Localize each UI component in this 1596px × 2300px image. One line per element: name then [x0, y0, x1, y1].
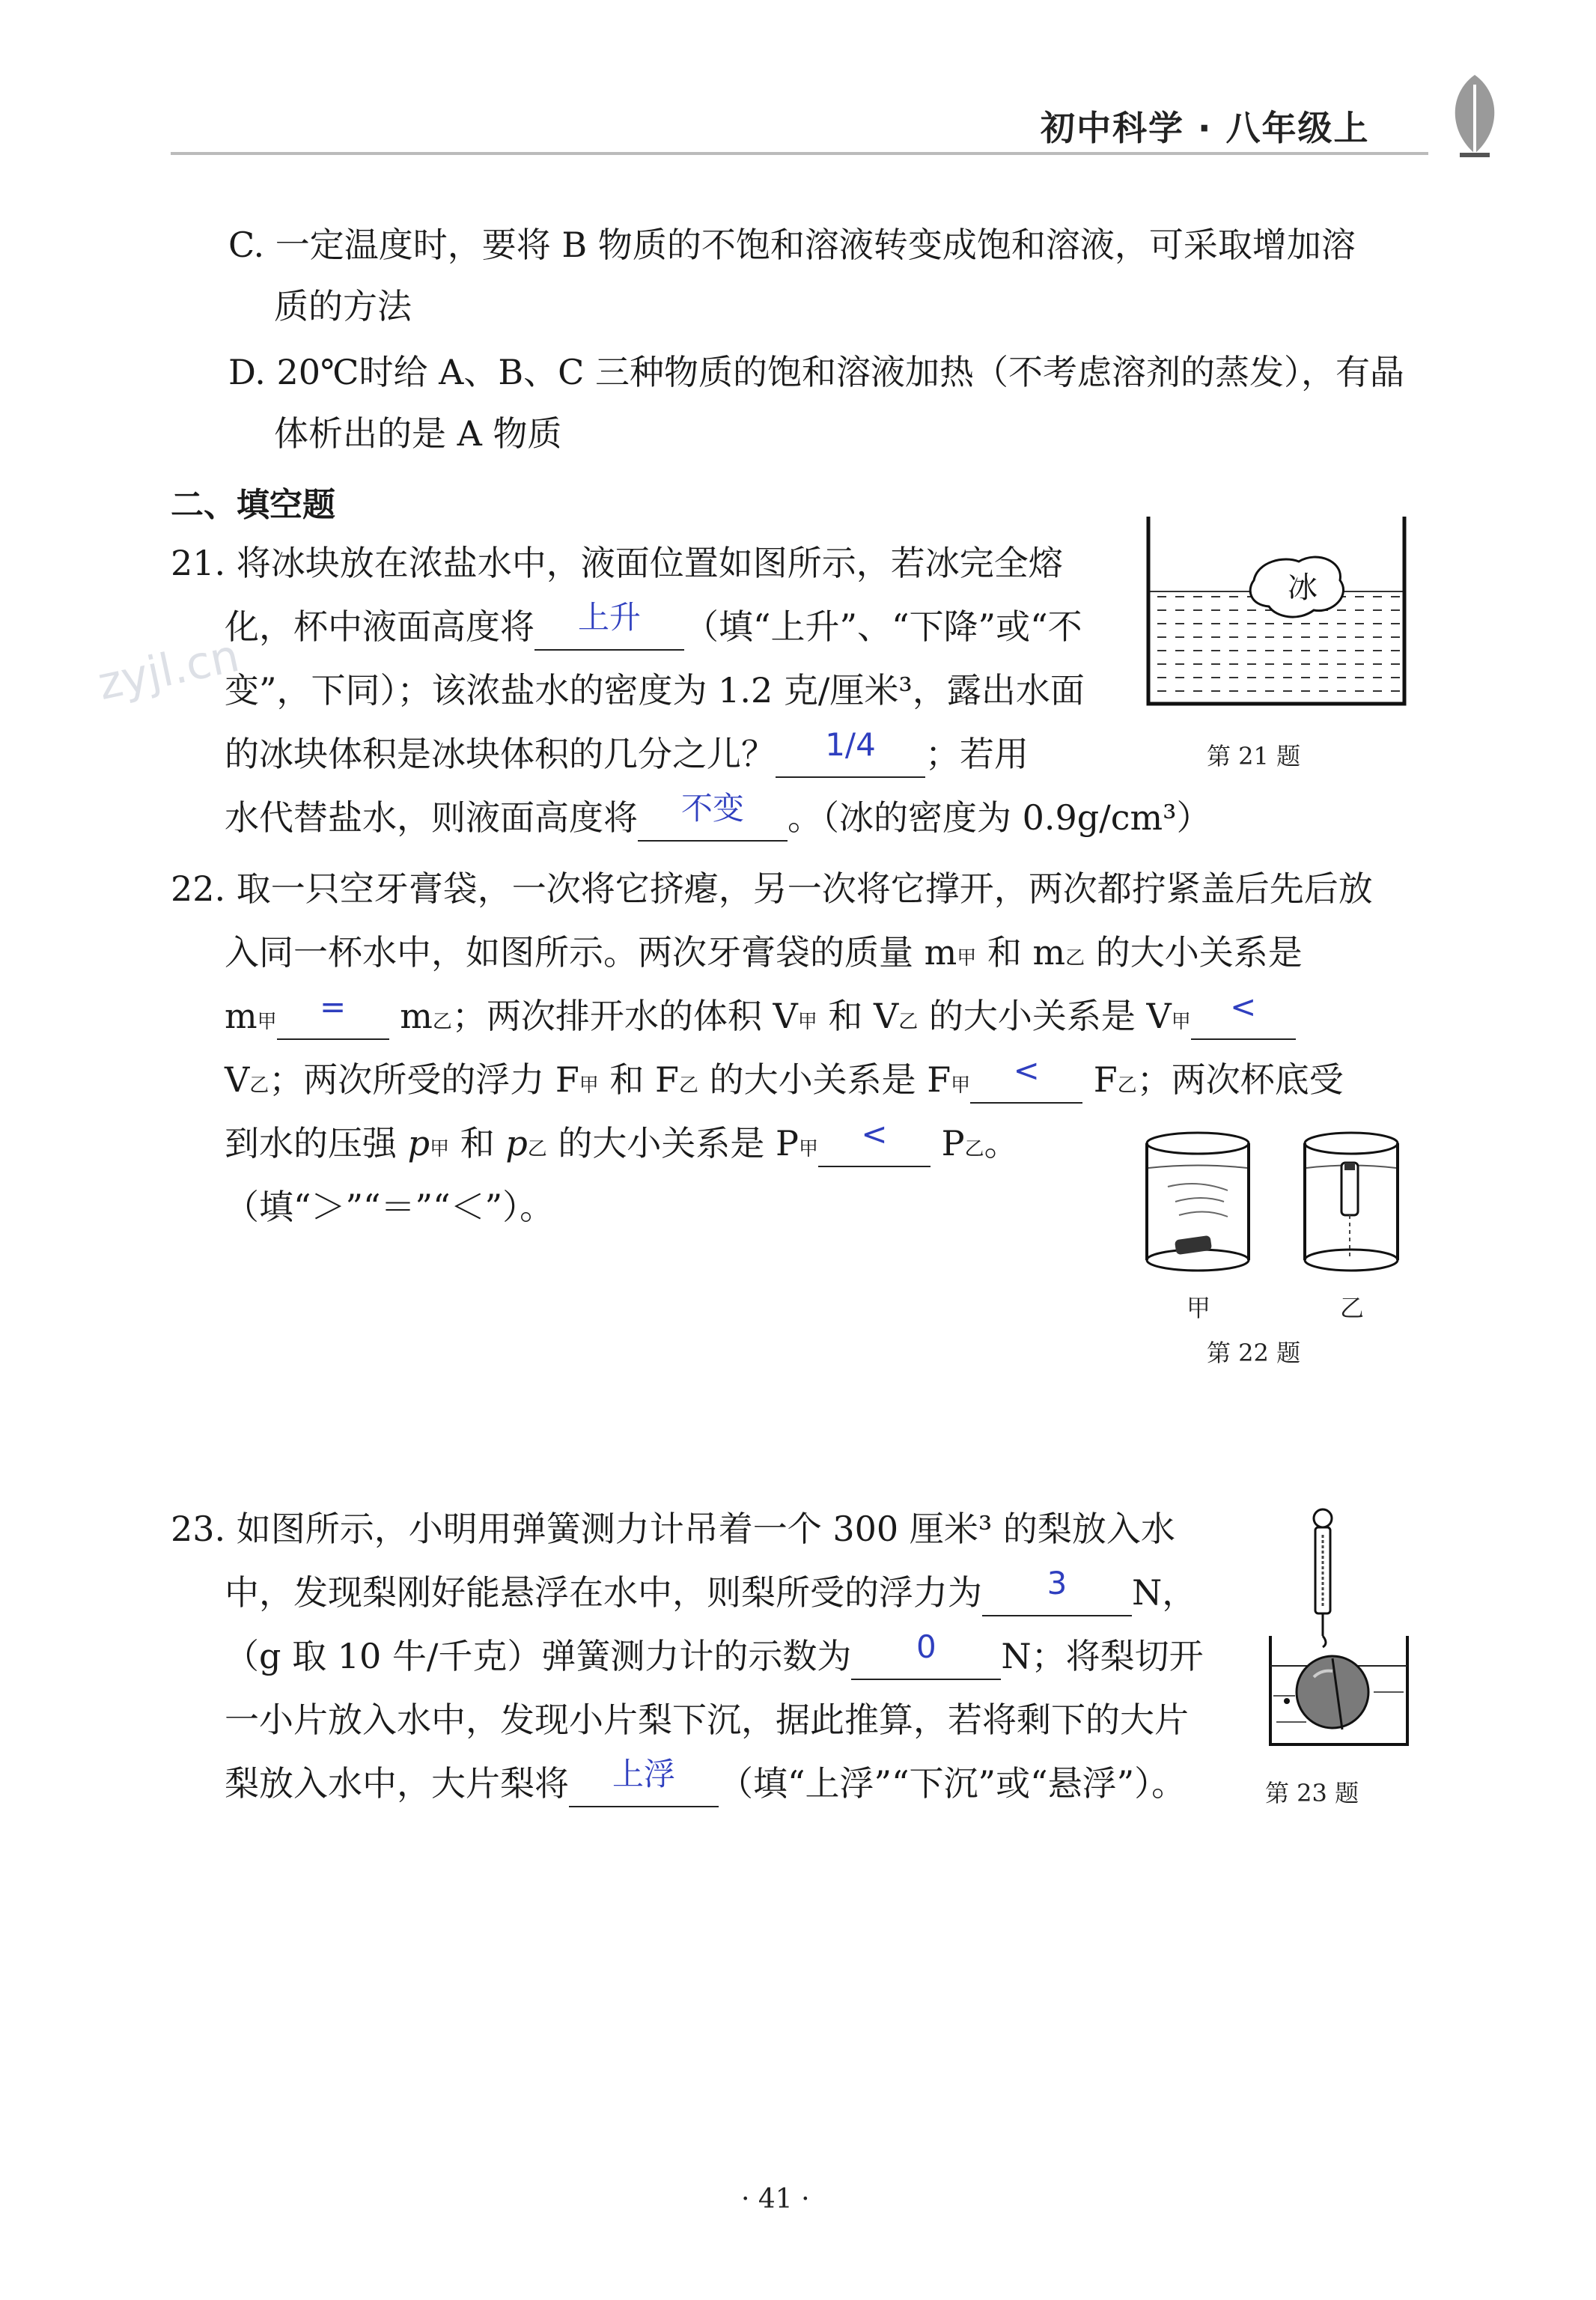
q23-answer-3[interactable]: 上浮: [612, 1756, 675, 1792]
q22-answer-2[interactable]: <: [1230, 988, 1257, 1025]
q22-line6: （填“＞”“＝”“＜”）。: [225, 1187, 555, 1227]
q22-label-jia: 甲: [1187, 1294, 1211, 1322]
q21-line4: 的冰块体积是冰块体积的几分之儿？ 1/4 ；若用: [225, 722, 1029, 785]
q21-caption: 第 21 题: [1207, 742, 1301, 770]
page-number: · 41 ·: [741, 2184, 810, 2215]
q21-line3: 变”，下同）；该浓盐水的密度为 1.2 克/厘米³，露出水面: [225, 670, 1085, 711]
option-c-line2: 质的方法: [274, 286, 412, 326]
q21-answer-3[interactable]: 不变: [680, 790, 744, 827]
header-rule: [171, 152, 1428, 155]
q21-line5: 水代替盐水，则液面高度将 不变 。（冰的密度为 0.9g/cm³）: [225, 786, 1211, 849]
leaf-logo-icon: [1437, 71, 1512, 161]
q21-beaker-figure: [1138, 509, 1415, 711]
q22-line1: 22. 取一只空牙膏袋，一次将它挤瘪，另一次将它撑开，两次都拧紧盖后先后放: [171, 868, 1373, 909]
q23-spring-scale-figure: [1261, 1505, 1419, 1763]
q22-label-yi: 乙: [1340, 1294, 1365, 1322]
q21-answer-1[interactable]: 上升: [577, 599, 641, 636]
q21-line2: 化，杯中液面高度将 上升 （填“上升”、“下降”或“不: [225, 595, 1082, 658]
q23-line4: 一小片放入水中，发现小片梨下沉，据此推算，若将剩下的大片: [225, 1700, 1189, 1740]
option-d-line1: D. 20℃时给 A、B、C 三种物质的饱和溶液加热（不考虑溶剂的蒸发），有晶: [228, 352, 1404, 392]
watermark: zyjl.cn: [93, 629, 244, 711]
q23-answer-1[interactable]: 3: [1047, 1565, 1067, 1601]
section-title: 二、填空题: [171, 486, 335, 524]
q22-caption: 第 22 题: [1207, 1339, 1301, 1367]
option-d-line2: 体析出的是 A 物质: [274, 413, 562, 454]
q23-caption: 第 23 题: [1265, 1779, 1359, 1807]
q22-answer-1[interactable]: =: [320, 988, 347, 1025]
page-header-title: 初中科学 · 八年级上: [1041, 108, 1370, 148]
q23-line1: 23. 如图所示，小明用弹簧测力计吊着一个 300 厘米³ 的梨放入水: [171, 1509, 1175, 1549]
q23-line5: 梨放入水中，大片梨将 上浮 （填“上浮”“下沉”或“悬浮”）。: [225, 1752, 1186, 1815]
q21-answer-2[interactable]: 1/4: [825, 726, 876, 763]
q22-line5: 到水的压强 p甲 和 p乙 的大小关系是 P甲 < P乙。: [225, 1112, 1019, 1181]
q22-line4: V乙；两次所受的浮力 F甲 和 F乙 的大小关系是 F甲 < F乙；两次杯底受: [225, 1048, 1344, 1117]
q23-line2: 中，发现梨刚好能悬浮在水中，则梨所受的浮力为 3 N，: [225, 1561, 1196, 1624]
q21-line1: 21. 将冰块放在浓盐水中，液面位置如图所示，若冰完全熔: [171, 543, 1063, 583]
q23-answer-2[interactable]: 0: [916, 1628, 936, 1665]
q23-line3: （g 取 10 牛/千克）弹簧测力计的示数为 0 N；将梨切开: [225, 1625, 1204, 1688]
option-c-line1: C. 一定温度时，要将 B 物质的不饱和溶液转变成饱和溶液，可采取增加溶: [228, 225, 1356, 265]
q22-answer-3[interactable]: <: [1013, 1052, 1040, 1089]
q22-answer-4[interactable]: <: [861, 1116, 888, 1152]
q22-line3: m甲 = m乙；两次排开水的体积 V甲 和 V乙 的大小关系是 V甲 <: [225, 985, 1296, 1053]
q22-line2: 入同一杯水中，如图所示。两次牙膏袋的质量 m甲 和 m乙 的大小关系是: [225, 932, 1303, 973]
ice-label: 冰: [1288, 571, 1318, 605]
q22-cups-figure: [1138, 1127, 1422, 1306]
